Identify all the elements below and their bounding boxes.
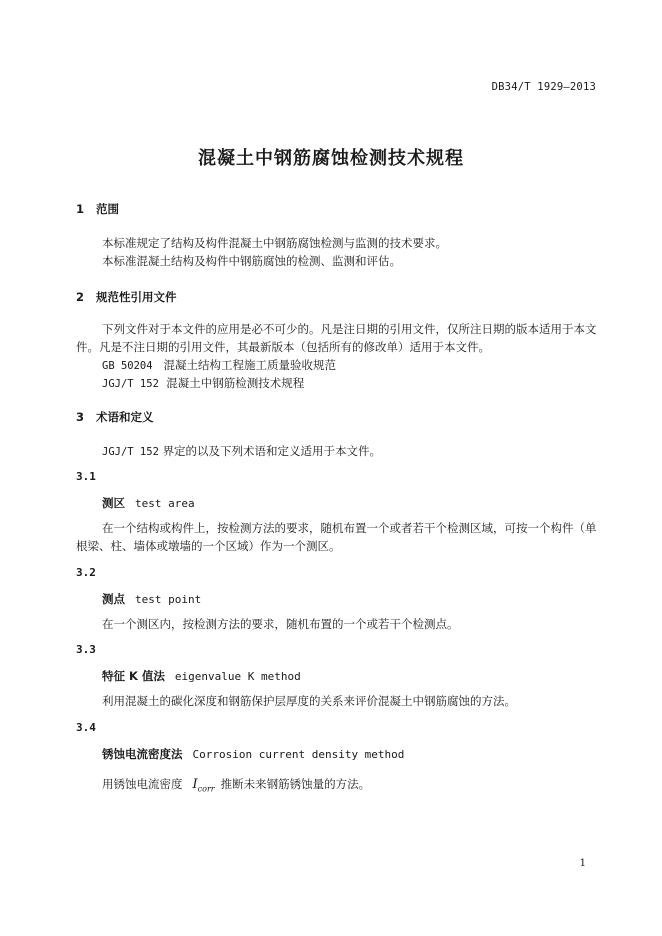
- section-3-intro: [102, 443, 381, 459]
- term-en: test point: [135, 593, 202, 606]
- term-definition: 在一个测区内，按检测方法的要求，随机布置的一个或若干个检测点。: [102, 617, 459, 631]
- section-title: 术语和定义: [96, 410, 154, 424]
- term-definition: 在一个结构或构件上，按检测方法的要求，随机布置一个或者若干个检测区域，可按一个构件（单根梁、柱、墙体或墩墙的一个区域）作为一个测区。: [76, 521, 597, 553]
- reference-item: [102, 357, 336, 373]
- section-number: 3: [76, 410, 85, 424]
- term-definition: 利用混凝土的碳化深度和钢筋保护层厚度的关系来评价混凝土中钢筋腐蚀的方法。: [102, 694, 516, 708]
- term-definition: [102, 776, 370, 794]
- term-number: 3.3: [76, 643, 96, 656]
- term-number: 3.4: [76, 721, 96, 734]
- term-cn: 测区: [102, 496, 125, 510]
- term-en: test area: [135, 497, 195, 510]
- reference-item: [102, 375, 304, 391]
- term-cn: 测点: [102, 592, 125, 606]
- term-heading: [102, 746, 404, 762]
- term-heading: [102, 668, 301, 684]
- term-cn: 特征 K 值法: [102, 669, 165, 683]
- term-en: eigenvalue K method: [174, 670, 301, 683]
- section-number: 1: [76, 202, 85, 216]
- section-1-line-1: 本标准规定了结构及构件混凝土中钢筋腐蚀检测与监测的技术要求。: [102, 236, 447, 250]
- term-number: 3.1: [76, 470, 96, 483]
- current-density-symbol: $I_{corr}$: [192, 777, 215, 794]
- page-number: 1: [579, 858, 586, 869]
- term-cn: 锈蚀电流密度法: [102, 747, 183, 761]
- section-title: 范围: [96, 202, 119, 216]
- term-number: 3.2: [76, 566, 96, 579]
- term-heading: [102, 495, 195, 511]
- reference-name: 混凝土中钢筋检测技术规程: [166, 376, 305, 390]
- reference-code: JGJ/T 152: [102, 378, 159, 390]
- document-title: 混凝土中钢筋腐蚀检测技术规程: [198, 148, 464, 169]
- definition-text-after: 推断未来钢筋锈蚀量的方法。: [220, 777, 371, 791]
- term-en: Corrosion current density method: [192, 748, 405, 761]
- reference-code: GB 50204: [102, 360, 153, 372]
- section-3-heading: [76, 409, 154, 425]
- intro-text: 界定的以及下列术语和定义适用于本文件。: [162, 444, 382, 458]
- term-heading: [102, 591, 201, 607]
- intro-code: JGJ/T 152: [102, 446, 159, 458]
- section-1-line-2: 本标准混凝土结构及构件中钢筋腐蚀的检测、监测和评估。: [102, 254, 401, 268]
- definition-text-before: 用锈蚀电流密度: [102, 777, 183, 791]
- reference-name: 混凝土结构工程施工质量验收规范: [163, 358, 337, 372]
- standard-code: DB34/T 1929—2013: [491, 81, 596, 93]
- section-2-paragraph: 下列文件对于本文件的应用是必不可少的。凡是注日期的引用文件，仅所注日期的版本适用于本文件。凡是不注日期的引用文件，其最新版本（包括所有的修改单）适用于本文件。: [76, 322, 597, 354]
- section-number: 2: [76, 290, 85, 304]
- section-1-heading: [76, 201, 119, 217]
- section-2-heading: [76, 289, 177, 305]
- section-title: 规范性引用文件: [96, 290, 177, 304]
